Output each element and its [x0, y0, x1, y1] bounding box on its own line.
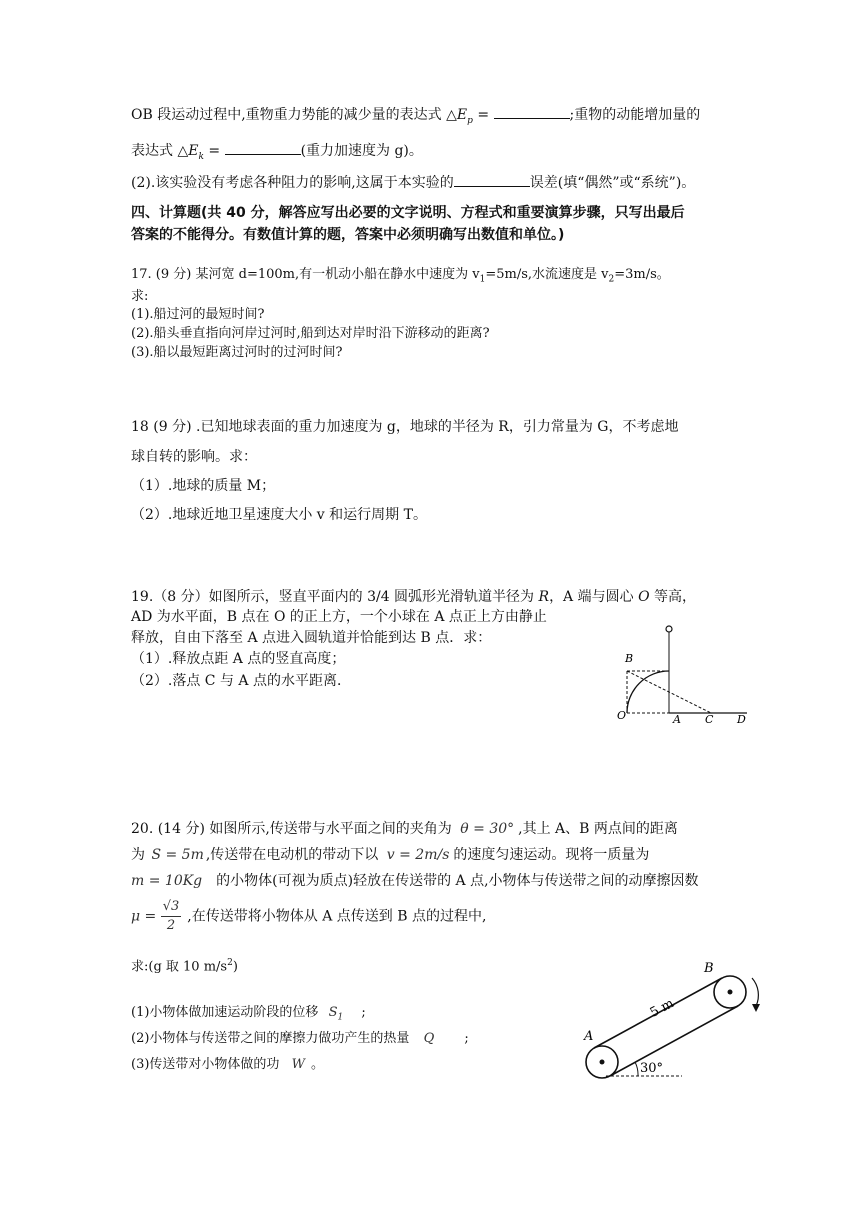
length-label: 5 m: [647, 995, 677, 1021]
fraction-numerator: √3: [161, 898, 182, 917]
formula-q: Q: [423, 1031, 435, 1046]
sub: 1: [479, 274, 486, 285]
label-A: A: [673, 713, 681, 726]
text: (3)传送带对小物体做的功: [131, 1057, 280, 1072]
text: ;重物的动能增加量的: [569, 107, 701, 123]
q20-line-2: [131, 846, 649, 864]
q18-line-4: （2）.地球近地卫星速度大小 v 和运行周期 T。: [131, 507, 427, 523]
q19-line-3: 释放，自由下落至 A 点进入圆轨道并恰能到达 B 点．求：: [131, 630, 492, 646]
answer-blank-ek: [225, 142, 301, 155]
label-B: B: [625, 652, 634, 665]
equals: =: [477, 107, 490, 123]
q19-line-1: [131, 588, 696, 606]
belt-bottom: [610, 1006, 738, 1076]
circular-track: [627, 671, 669, 713]
sup: 2: [227, 958, 233, 968]
q20-line-8: [131, 1056, 324, 1074]
text: 的小物体(可视为质点)轻放在传送带的 A 点,小物体与传送带之间的动摩擦因数: [216, 873, 699, 889]
sub: 2: [608, 274, 615, 285]
q19-line-5: （2）.落点 C 与 A 点的水平距离．: [131, 673, 351, 689]
fraction-denominator: 2: [166, 918, 176, 933]
text: (1)小物体做加速运动阶段的位移: [131, 1005, 319, 1020]
text: ;: [361, 1005, 366, 1020]
experiment-line-3: [131, 174, 695, 192]
dEp: △E: [446, 107, 468, 123]
s1-symbol: S: [328, 1005, 338, 1020]
q18-line-2: 球自转的影响。求：: [131, 449, 257, 465]
label-O: O: [617, 709, 627, 722]
rotation-arrowhead-icon: [752, 1004, 760, 1012]
label-A: A: [584, 1029, 594, 1044]
q17-line-3: (1).船过河的最短时间?: [131, 307, 265, 322]
text: 。: [310, 1057, 324, 1072]
q20-line-5: [131, 954, 238, 976]
text: ,传送带在电动机的带动下以: [205, 847, 379, 863]
formula-w: W: [291, 1057, 305, 1072]
q20-line-1: [131, 820, 678, 838]
delta-ep: [446, 107, 473, 126]
pulley-a-axle: [600, 1060, 605, 1065]
text: 19.（8 分）如图所示，竖直平面内的 3/4 圆弧形光滑轨道半径为: [131, 589, 539, 605]
formula-mu: [131, 898, 181, 935]
text: 17. (9 分) 某河宽 d=100m,有一机动小船在静水中速度为 v: [131, 267, 480, 282]
conveyor-belt-figure: [578, 952, 768, 1087]
mu-symbol: μ =: [131, 908, 157, 925]
formula-s: S = 5m: [151, 847, 204, 863]
q19-line-4: （1）.释放点距 A 点的竖直高度；: [131, 651, 346, 667]
experiment-line-2: [131, 142, 423, 166]
q19-line-2: AD 为水平面，B 点在 O 的正上方，一个小球在 A 点正上方由静止: [131, 609, 547, 625]
q20-line-4: [131, 898, 486, 942]
text: 的速度匀速运动。现将一质量为: [453, 847, 650, 863]
dEp-sub: p: [467, 115, 473, 126]
q20-line-7: [131, 1030, 469, 1048]
experiment-line-1: [131, 106, 700, 130]
label-B: B: [704, 961, 714, 976]
q17-line-5: (3).船以最短距离过河时的过河时间?: [131, 345, 343, 360]
formula-s1: [328, 1005, 344, 1023]
q17-line-2: 求:: [131, 289, 149, 304]
delta-ek: [177, 143, 204, 162]
text: ，A 端与圆心: [549, 589, 639, 605]
text: ,在传送带将小物体从 A 点传送到 B 点的过程中,: [187, 908, 487, 925]
q17-line-1: [131, 266, 670, 289]
text: (2)小物体与传送带之间的摩擦力做功产生的热量: [131, 1031, 410, 1046]
radius-symbol: R: [538, 589, 550, 605]
angle-label: 30°: [640, 1061, 664, 1076]
text: OB 段运动过程中,重物重力势能的减少量的表达式: [131, 107, 442, 123]
angle-arc: [635, 1062, 638, 1076]
formula-m: m = 10Kg: [131, 873, 203, 889]
pulley-b-axle: [728, 990, 733, 995]
label-D: D: [737, 713, 746, 726]
s1-sub: 1: [337, 1012, 344, 1023]
answer-blank-ep: [494, 106, 570, 119]
rotation-arrow: [752, 978, 758, 1006]
text: 等高，: [649, 589, 697, 605]
formula-theta: θ = 30°: [460, 821, 515, 837]
equals: =: [208, 143, 221, 159]
text: ,其上 A、B 两点间的距离: [518, 821, 678, 837]
q19-track-figure: [615, 622, 755, 732]
q18-line-3: （1）.地球的质量 M；: [131, 478, 276, 494]
dEk-sub: k: [198, 151, 204, 162]
formula-v: v = 2m/s: [386, 847, 450, 863]
q17-line-4: (2).船头垂直指向河岸过河时,船到达对岸时沿下游移动的距离?: [131, 326, 490, 341]
release-point: [666, 626, 672, 632]
label-C: C: [705, 713, 714, 726]
answer-blank-error: [454, 174, 530, 187]
dEk: △E: [177, 143, 199, 159]
text: =5m/s,水流速度是 v: [485, 267, 609, 282]
text: 误差(填“偶然”或“系统”)。: [529, 175, 696, 191]
text: (重力加速度为 g)。: [300, 143, 423, 159]
text: 20. (14 分) 如图所示,传送带与水平面之间的夹角为: [131, 821, 452, 837]
text: =3m/s。: [614, 267, 670, 282]
q18-line-1: 18 (9 分) .已知地球表面的重力加速度为 g，地球的半径为 R，引力常量为 G，不考虑地: [131, 419, 679, 435]
text: ): [232, 959, 238, 975]
text: 表达式: [131, 143, 173, 159]
section4-heading-line-2: 答案的不能得分。有数值计算的题，答案中必须明确写出数值和单位。): [131, 227, 565, 243]
text: (2).该实验没有考虑各种阻力的影响,这属于本实验的: [131, 175, 454, 191]
text: 求:(g 取 10 m/s: [131, 959, 228, 975]
section4-heading-line-1: 四、计算题(共 40 分，解答应写出必要的文字说明、方程式和重要演算步骤，只写出最后: [131, 205, 685, 221]
center-symbol: O: [638, 589, 650, 605]
q20-line-6: [131, 1004, 366, 1027]
text: 为: [131, 847, 145, 863]
q20-line-3: [131, 872, 699, 890]
text: ;: [464, 1031, 469, 1046]
mu-fraction: [161, 898, 182, 935]
